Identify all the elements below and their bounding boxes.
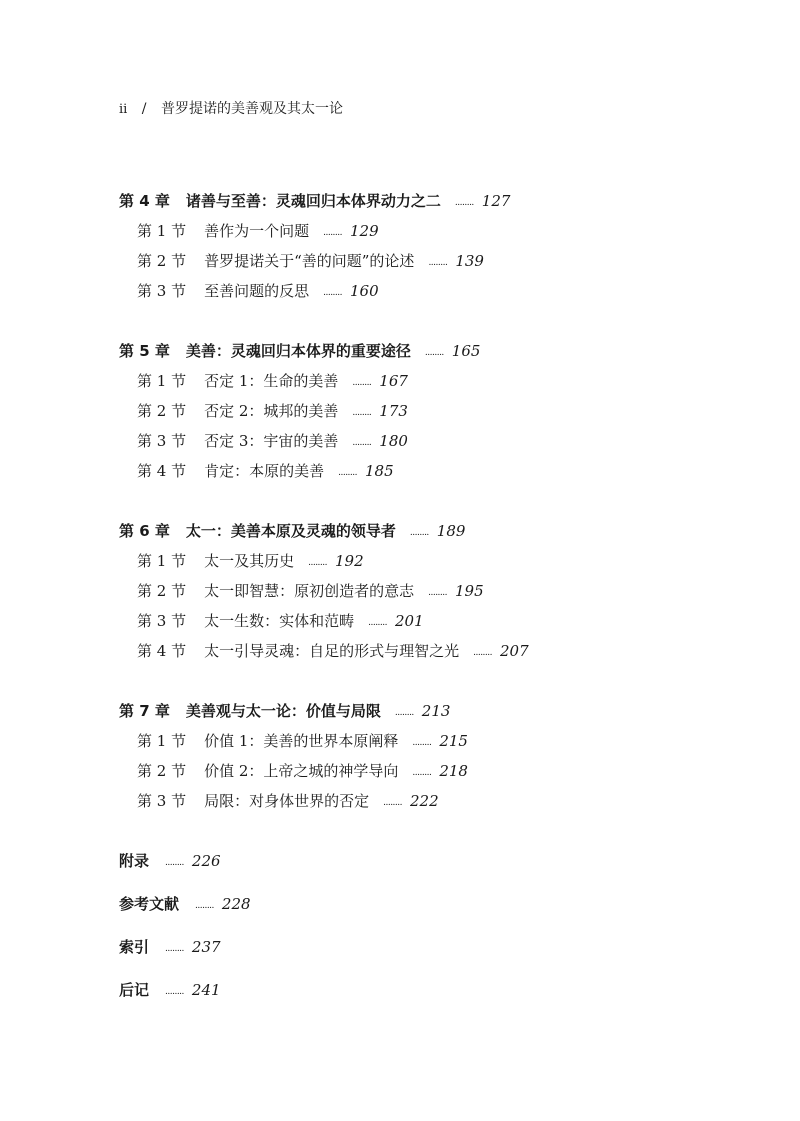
leader-dots: ........ — [428, 588, 447, 598]
section-label: 第 2 节 — [137, 402, 187, 420]
table-of-contents — [119, 189, 759, 1021]
leader-dots: ........ — [165, 858, 184, 868]
appendix-title: 后记 — [119, 981, 150, 999]
chapter-block — [119, 339, 759, 489]
section-title: 否定 1：生命的美善 — [204, 372, 339, 390]
chapter-label: 第 5 章 — [119, 342, 170, 360]
chapter-title: 太一：美善本原及灵魂的领导者 — [185, 522, 396, 540]
section-entry[interactable] — [119, 219, 759, 249]
leader-dots: ........ — [165, 944, 184, 954]
leader-dots: ........ — [473, 648, 492, 658]
section-title: 否定 2：城邦的美善 — [204, 402, 339, 420]
chapter-title: 美善：灵魂回归本体界的重要途径 — [185, 342, 411, 360]
section-entry[interactable] — [119, 759, 759, 789]
section-entry[interactable] — [119, 549, 759, 579]
page-number: 139 — [455, 252, 484, 270]
chapter-entry[interactable] — [119, 339, 759, 369]
section-title: 太一及其历史 — [204, 552, 295, 570]
appendix-entry[interactable] — [119, 849, 759, 892]
page-number: 129 — [350, 222, 379, 240]
section-entry[interactable] — [119, 639, 759, 669]
section-label: 第 2 节 — [137, 582, 187, 600]
page-number: 192 — [335, 552, 364, 570]
leader-dots: ........ — [428, 258, 448, 268]
leader-dots: ........ — [394, 708, 414, 718]
appendix-title: 参考文献 — [119, 895, 180, 913]
chapter-title: 诸善与至善：灵魂回归本体界动力之二 — [185, 192, 441, 210]
section-label: 第 1 节 — [137, 732, 187, 750]
leader-dots: ........ — [195, 901, 214, 911]
section-title: 价值 1：美善的世界本原阐释 — [204, 732, 399, 750]
chapter-entry[interactable] — [119, 699, 759, 729]
chapter-block — [119, 699, 759, 819]
section-entry[interactable] — [119, 429, 759, 459]
page-number: 167 — [379, 372, 408, 390]
chapter-label: 第 4 章 — [119, 192, 170, 210]
section-entry[interactable] — [119, 399, 759, 429]
page-number: 215 — [439, 732, 468, 750]
page-number: 195 — [455, 582, 484, 600]
leader-dots: ........ — [352, 408, 372, 418]
section-title: 局限：对身体世界的否定 — [204, 792, 370, 810]
page-number: 222 — [410, 792, 439, 810]
leader-dots: ........ — [165, 987, 184, 997]
page-number: 165 — [451, 342, 481, 360]
section-label: 第 1 节 — [137, 222, 187, 240]
leader-dots: ........ — [352, 438, 372, 448]
page-number: 201 — [395, 612, 424, 630]
section-label: 第 3 节 — [137, 432, 187, 450]
page-number: 241 — [191, 981, 221, 999]
page-number: 218 — [439, 762, 468, 780]
bibliography-entry[interactable] — [119, 892, 759, 935]
appendix-title: 索引 — [119, 938, 150, 956]
page-number: 189 — [436, 522, 466, 540]
section-entry[interactable] — [119, 249, 759, 279]
book-title: 普罗提诺的美善观及其太一论 — [160, 101, 343, 117]
chapter-title: 美善观与太一论：价值与局限 — [185, 702, 381, 720]
chapter-entry[interactable] — [119, 189, 759, 219]
page-number: 160 — [350, 282, 379, 300]
leader-dots: ........ — [323, 228, 342, 238]
page-number: 185 — [365, 462, 394, 480]
section-label: 第 1 节 — [137, 372, 187, 390]
leader-dots: ........ — [454, 198, 474, 208]
section-label: 第 3 节 — [137, 792, 187, 810]
leader-dots: ........ — [308, 558, 327, 568]
section-label: 第 2 节 — [137, 762, 187, 780]
page-number: 213 — [421, 702, 451, 720]
appendix-title: 附录 — [119, 852, 150, 870]
section-label: 第 3 节 — [137, 612, 187, 630]
section-label: 第 1 节 — [137, 552, 187, 570]
section-label: 第 4 节 — [137, 642, 187, 660]
section-title: 普罗提诺关于“善的问题”的论述 — [204, 252, 415, 270]
section-title: 至善问题的反思 — [204, 282, 310, 300]
chapter-label: 第 7 章 — [119, 702, 170, 720]
chapter-block — [119, 189, 759, 309]
page-number: 207 — [500, 642, 529, 660]
leader-dots: ........ — [352, 378, 372, 388]
section-title: 善作为一个问题 — [204, 222, 310, 240]
section-entry[interactable] — [119, 369, 759, 399]
running-header — [119, 99, 343, 120]
leader-dots: ........ — [412, 768, 432, 778]
chapter-label: 第 6 章 — [119, 522, 170, 540]
section-entry[interactable] — [119, 789, 759, 819]
leader-dots: ........ — [412, 738, 432, 748]
page-number: 237 — [191, 938, 221, 956]
section-entry[interactable] — [119, 459, 759, 489]
section-label: 第 2 节 — [137, 252, 187, 270]
section-title: 太一即智慧：原初创造者的意志 — [204, 582, 415, 600]
page-number: 127 — [481, 192, 511, 210]
leader-dots: ........ — [368, 618, 387, 628]
section-title: 肯定：本原的美善 — [204, 462, 325, 480]
page-number: 173 — [379, 402, 408, 420]
section-entry[interactable] — [119, 579, 759, 609]
section-entry[interactable] — [119, 729, 759, 759]
leader-dots: ........ — [424, 348, 444, 358]
leader-dots: ........ — [409, 528, 429, 538]
leader-dots: ........ — [383, 798, 402, 808]
page-folio: ii — [119, 102, 128, 117]
section-label: 第 4 节 — [137, 462, 187, 480]
section-title: 价值 2：上帝之城的神学导向 — [204, 762, 399, 780]
section-title: 太一引导灵魂：自足的形式与理智之光 — [204, 642, 460, 660]
page-number: 228 — [221, 895, 251, 913]
chapter-entry[interactable] — [119, 519, 759, 549]
section-title: 否定 3：宇宙的美善 — [204, 432, 339, 450]
section-label: 第 3 节 — [137, 282, 187, 300]
section-entry[interactable] — [119, 609, 759, 639]
section-entry[interactable] — [119, 279, 759, 309]
header-separator: / — [141, 101, 147, 117]
leader-dots: ........ — [338, 468, 357, 478]
index-entry[interactable] — [119, 935, 759, 978]
chapter-block — [119, 519, 759, 669]
afterword-entry[interactable] — [119, 978, 759, 1021]
section-title: 太一生数：实体和范畴 — [204, 612, 355, 630]
page-number: 226 — [191, 852, 221, 870]
page-number: 180 — [379, 432, 408, 450]
leader-dots: ........ — [323, 288, 342, 298]
